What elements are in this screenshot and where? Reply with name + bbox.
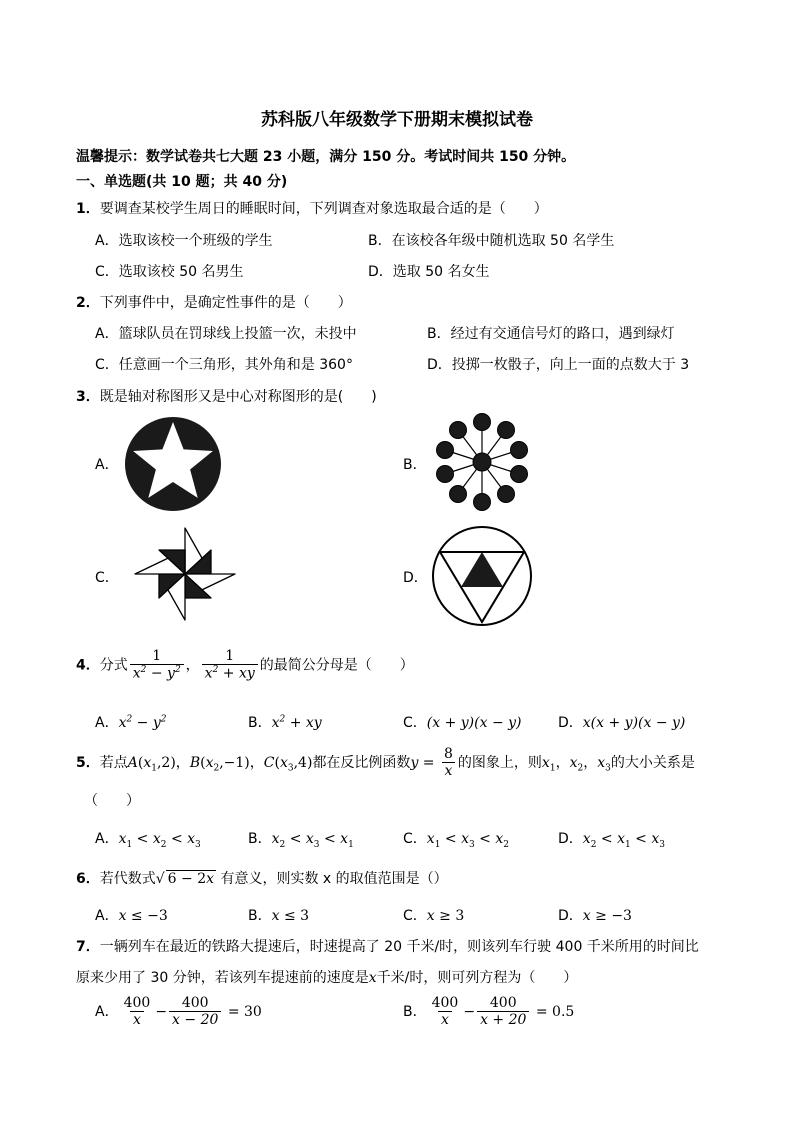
fraction-denominator: $x^2$ + xy bbox=[202, 664, 258, 682]
question-number: 3． bbox=[76, 389, 100, 405]
radicand: 6 − 2x bbox=[167, 871, 215, 887]
q1-option-d[interactable]: D．选取 50 名女生 bbox=[368, 264, 490, 280]
q2-option-d[interactable]: D．投掷一枚骰子，向上一面的点数大于 3 bbox=[427, 357, 690, 373]
q5-option-d[interactable]: D．$x_2 < x_1 < x_3$ bbox=[558, 831, 665, 850]
question-2 bbox=[76, 292, 352, 312]
q5-option-a[interactable]: A．$x_1 < x_2 < x_3$ bbox=[95, 831, 201, 850]
question-stem-post: 的最简公分母是（ ） bbox=[259, 657, 414, 674]
fraction-8-over-x: $\frac{8}{x}$ bbox=[441, 746, 456, 780]
q5-option-b[interactable]: B．$x_2 < x_3 < x_1$ bbox=[248, 831, 354, 850]
q5-answer-paren: （ ） bbox=[84, 793, 140, 809]
question-number: 1． bbox=[76, 201, 100, 217]
q3-option-d-label[interactable]: D． bbox=[403, 570, 428, 586]
question-number: 4． bbox=[76, 657, 100, 674]
q4-option-d[interactable]: D．x(x + y)(x − y) bbox=[558, 715, 686, 731]
question-number: 6． bbox=[76, 871, 100, 887]
q1-option-c[interactable]: C．选取该校 50 名男生 bbox=[95, 264, 244, 280]
question-stem-post: 有意义，则实数 x 的取值范围是（） bbox=[220, 871, 448, 887]
q2-option-b[interactable]: B．经过有交通信号灯的路口，遇到绿灯 bbox=[427, 326, 675, 342]
q3-option-b-label[interactable]: B． bbox=[403, 457, 427, 473]
q4-option-c[interactable]: C．(x + y)(x − y) bbox=[403, 715, 522, 731]
question-stem: 要调查某校学生周日的睡眠时间，下列调查对象选取最合适的是（ ） bbox=[99, 201, 548, 217]
question-stem: 一辆列车在最近的铁路大提速后，时速提高了 20 千米/时，则该列车行驶 400 千米所用的时间比 bbox=[99, 939, 699, 955]
question-number: 5． bbox=[76, 754, 100, 771]
q1-option-a[interactable]: A．选取该校一个班级的学生 bbox=[95, 233, 273, 249]
question-7-line-2: 原来少用了 30 分钟，若该列车提速前的速度是x千米/时，则可列方程为（ ） bbox=[76, 970, 578, 986]
question-1 bbox=[76, 198, 548, 218]
fraction-1 bbox=[130, 648, 184, 683]
fraction-numerator: 1 bbox=[152, 648, 162, 664]
q3-option-c-label[interactable]: C． bbox=[95, 570, 119, 586]
q4-option-a[interactable]: A．$x^2 - y^2$ bbox=[95, 714, 167, 731]
fraction-numerator: 1 bbox=[225, 648, 235, 664]
fraction-2 bbox=[202, 648, 258, 683]
question-3 bbox=[76, 386, 377, 406]
q4-option-b[interactable]: B．$x^2$ + xy bbox=[248, 714, 322, 731]
star-in-circle-figure[interactable] bbox=[123, 414, 223, 514]
question-stem-pre: 若代数式 bbox=[99, 871, 156, 887]
pinwheel-figure[interactable] bbox=[131, 526, 239, 622]
q2-option-c[interactable]: C．任意画一个三角形，其外角和是 360° bbox=[95, 357, 353, 373]
exam-tip: 温馨提示：数学试卷共七大题 23 小题，满分 150 分。考试时间共 150 分钟。 bbox=[76, 149, 576, 165]
question-4: 4．分式 $\frac{1}{x^2 - y^2}$ ， $\frac{1}{x^2 + xy}$ 的最简公分母是（ ） bbox=[76, 648, 414, 682]
question-stem-mid: 都在反比例函数 bbox=[312, 754, 411, 771]
question-6: 6．若代数式√ 6 − 2x 有意义，则实数 x 的取值范围是（） bbox=[76, 871, 448, 887]
page-title: 苏科版八年级数学下册期末模拟试卷 bbox=[261, 110, 533, 130]
triangle-in-circle-figure[interactable] bbox=[430, 524, 534, 628]
q2-option-a[interactable]: A．篮球队员在罚球线上投篮一次，未投中 bbox=[95, 326, 357, 342]
section-heading: 一、单选题(共 10 题；共 40 分) bbox=[76, 174, 288, 190]
q6-option-a[interactable]: A．x ≤ −3 bbox=[95, 908, 168, 924]
question-7-line-1 bbox=[76, 936, 699, 956]
question-number: 7． bbox=[76, 939, 100, 955]
question-stem-pre: 若点 bbox=[99, 754, 128, 771]
question-stem-pre: 分式 bbox=[99, 657, 128, 674]
q3-option-a-label[interactable]: A． bbox=[95, 457, 119, 473]
question-5: 5．若点$A(x_1,2)$，$B(x_2,-1)$，$C(x_3,4)$都在反比例函数y = $\frac{8}{x}$ 的图象上，则$x_1$，$x_2$，$x_3$的大小关系是 bbox=[76, 746, 695, 780]
question-stem: 下列事件中，是确定性事件的是（ ） bbox=[99, 295, 352, 311]
question-stem: 既是轴对称图形又是中心对称图形的是( ) bbox=[99, 389, 377, 405]
question-number: 2． bbox=[76, 295, 100, 311]
question-stem-post: 的图象上，则 bbox=[457, 754, 542, 771]
q6-option-b[interactable]: B．x ≤ 3 bbox=[248, 908, 310, 924]
fraction-denominator: $x^2 - y^2$ bbox=[130, 664, 184, 682]
q7-option-b[interactable]: B． $\frac{400}{x}$ − $\frac{400}{x + 20}$ = 0.5 bbox=[403, 995, 575, 1029]
flower-of-circles-figure[interactable] bbox=[430, 412, 534, 512]
q7-option-a[interactable]: A． $\frac{400}{x}$ − $\frac{400}{x - 20}$ = 30 bbox=[95, 995, 262, 1029]
q6-option-d[interactable]: D．x ≥ −3 bbox=[558, 908, 632, 924]
q5-option-c[interactable]: C．$x_1 < x_3 < x_2$ bbox=[403, 831, 509, 850]
q6-option-c[interactable]: C．x ≥ 3 bbox=[403, 908, 465, 924]
question-stem-post2: 的大小关系是 bbox=[610, 754, 695, 771]
q1-option-b[interactable]: B．在该校各年级中随机选取 50 名学生 bbox=[368, 233, 615, 249]
